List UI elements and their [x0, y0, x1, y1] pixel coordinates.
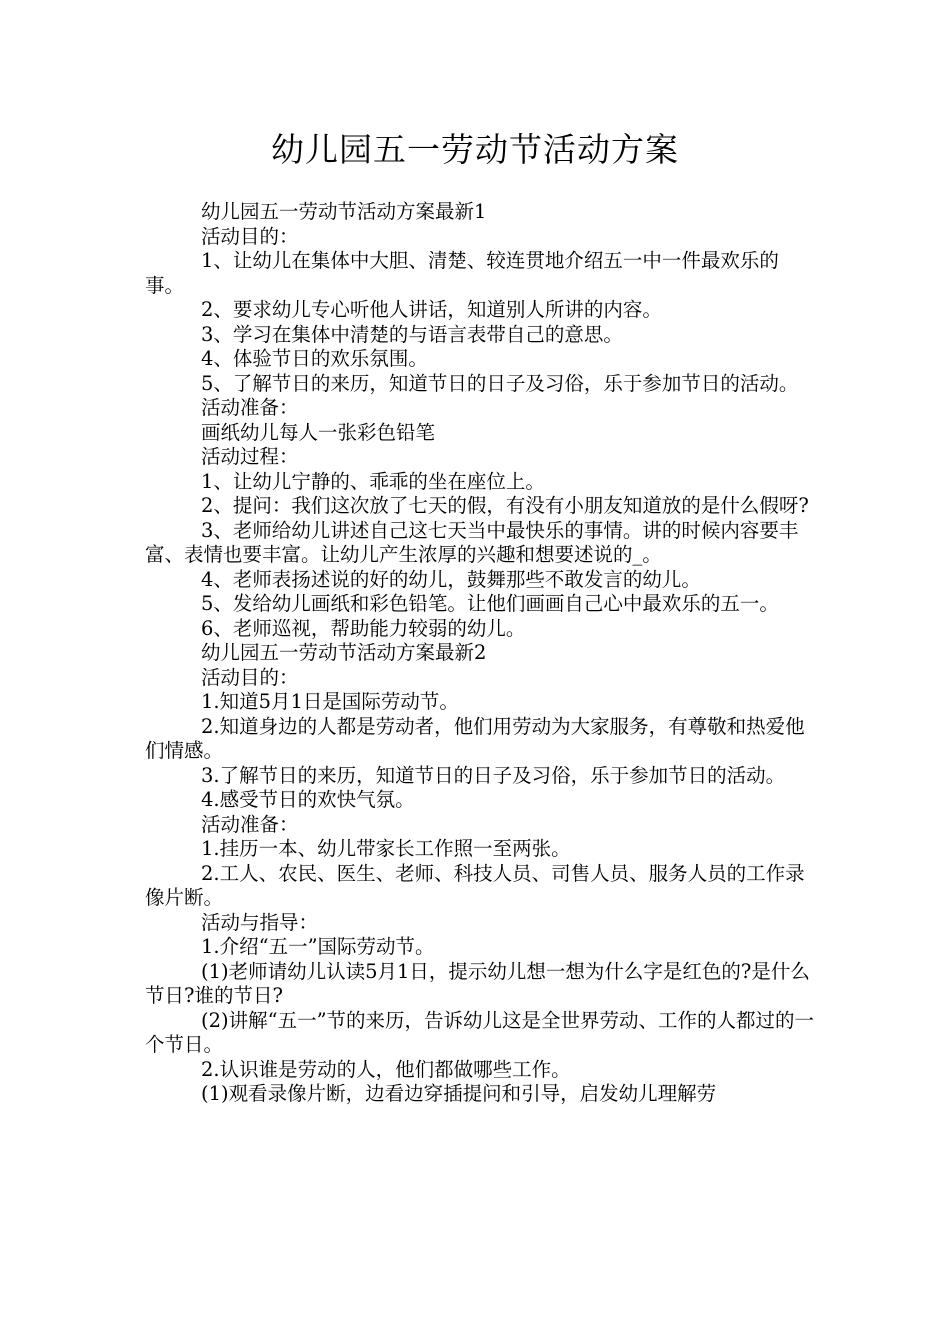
paragraph: 活动准备： — [201, 396, 299, 419]
document-title: 幼儿园五一劳动节活动方案 — [271, 130, 679, 169]
paragraph: 1、让幼儿在集体中大胆、清楚、较连贯地介绍五一中一件最欢乐的事。 — [145, 249, 779, 297]
paragraph: (1)老师请幼儿认读5月1日，提示幼儿想一想为什么字是红色的?是什么节日?谁的节日? — [145, 959, 810, 1007]
paragraph: 1.知道5月1日是国际劳动节。 — [201, 690, 459, 713]
paragraph: 画纸幼儿每人一张彩色铅笔 — [201, 420, 436, 444]
paragraph: 活动目的： — [201, 224, 299, 248]
paragraph: 2.认识谁是劳动的人，他们都做哪些工作。 — [201, 1057, 571, 1081]
paragraph: 幼儿园五一劳动节活动方案最新1 — [201, 200, 487, 223]
paragraph: (1)观看录像片断，边看边穿插提问和引导，启发幼儿理解劳 — [201, 1082, 717, 1105]
paragraph: 活动目的： — [201, 665, 299, 689]
paragraph: 6、老师巡视，帮助能力较弱的幼儿。 — [201, 616, 526, 640]
paragraph: 2.知道身边的人都是劳动者，他们用劳动为大家服务，有尊敬和热爱他们情感。 — [145, 714, 805, 762]
document-body — [145, 200, 817, 1107]
paragraph: 5、了解节日的来历，知道节日的日子及习俗，乐于参加节日的活动。 — [201, 371, 799, 395]
paragraph: 3.了解节日的来历，知道节日的日子及习俗，乐于参加节日的活动。 — [201, 763, 786, 787]
paragraph: 5、发给幼儿画纸和彩色铅笔。让他们画画自己心中最欢乐的五一。 — [201, 592, 779, 615]
paragraph: 4、体验节日的欢乐氛围。 — [201, 347, 428, 370]
paragraph: 1.挂历一本、幼儿带家长工作照一至两张。 — [201, 837, 571, 860]
paragraph: 3、学习在集体中清楚的与语言表带自己的意思。 — [201, 322, 623, 346]
paragraph: 2、提问：我们这次放了七天的假，有没有小朋友知道放的是什么假呀? — [201, 494, 809, 517]
paragraph: 3、老师给幼儿讲述自己这七天当中最快乐的事情。讲的时候内容要丰富、表情也要丰富。让幼儿产生浓厚的兴趣和想要述说的_。 — [145, 518, 799, 566]
paragraph: 活动与指导： — [201, 910, 319, 934]
paragraph: 幼儿园五一劳动节活动方案最新2 — [201, 641, 487, 664]
paragraph: 2、要求幼儿专心听他人讲话，知道别人所讲的内容。 — [201, 298, 662, 321]
paragraph: 4、老师表扬述说的好的幼儿，鼓舞那些不敢发言的幼儿。 — [201, 567, 701, 591]
paragraph: 1.介绍“五一”国际劳动节。 — [201, 935, 435, 958]
paragraph: 活动过程： — [201, 445, 299, 468]
paragraph: 1、让幼儿宁静的、乖乖的坐在座位上。 — [201, 469, 545, 493]
paragraph: 4.感受节日的欢快气氛。 — [201, 788, 415, 811]
paragraph: 活动准备： — [201, 812, 299, 836]
paragraph: (2)讲解“五一”节的来历，告诉幼儿这是全世界劳动、工作的人都过的一个节日。 — [145, 1008, 815, 1056]
paragraph: 2.工人、农民、医生、老师、科技人员、司售人员、服务人员的工作录像片断。 — [145, 861, 805, 909]
